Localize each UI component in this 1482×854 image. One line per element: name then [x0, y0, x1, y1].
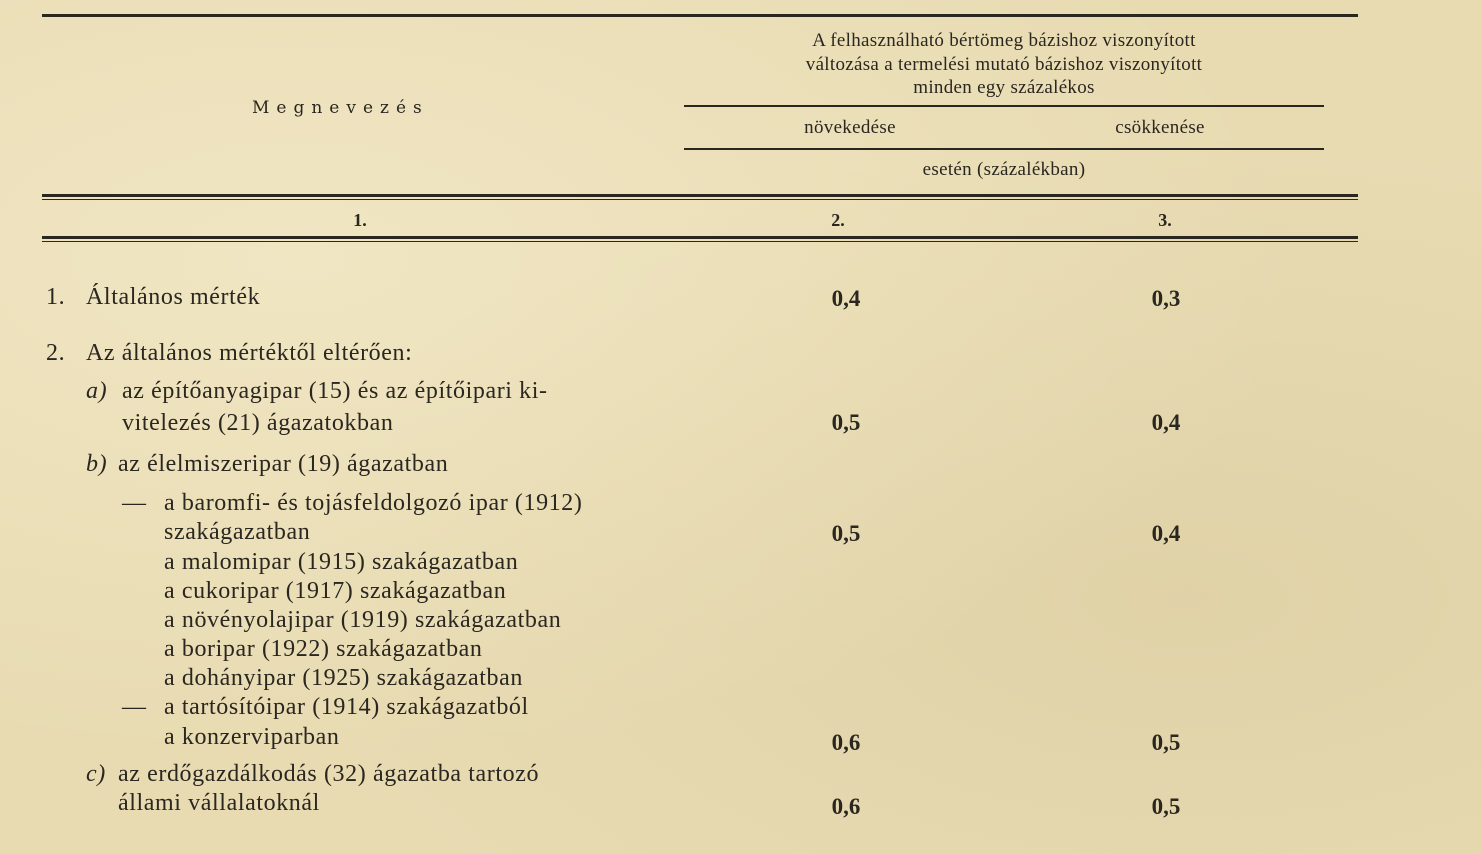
row-a-decrease: 0,4 [1151, 410, 1181, 435]
row-b2-line2: a konzerviparban [164, 724, 340, 750]
row-b1-line6: a boripar (1922) szakágazatban [164, 636, 483, 662]
row-a-marker: a) [86, 378, 108, 404]
top-rule [42, 14, 1358, 17]
header-title-line1: A felhasználható bértömeg bázishoz viszonyított [812, 30, 1196, 51]
row-c-marker: c) [86, 761, 106, 787]
row-b1-dash: — [122, 490, 147, 516]
header-title-line3: minden egy százalékos [913, 77, 1095, 98]
row-b1-increase: 0,5 [831, 521, 861, 546]
column-number-rule-b [42, 241, 1358, 242]
row-1-decrease: 0,3 [1151, 286, 1181, 311]
row-1-label: Általános mérték [86, 284, 261, 310]
row-b1-line4: a cukoripar (1917) szakágazatban [164, 578, 507, 604]
row-b2-decrease: 0,5 [1151, 730, 1181, 755]
row-a-line2: vitelezés (21) ágazatokban [122, 410, 394, 436]
row-b1-line7: a dohányipar (1925) szakágazatban [164, 665, 523, 691]
row-1-increase: 0,4 [831, 286, 861, 311]
header-rule-3 [42, 194, 1358, 197]
row-b-label: az élelmiszeripar (19) ágazatban [118, 451, 449, 477]
header-unit: esetén (százalékban) [922, 159, 1086, 180]
header-rule-2 [684, 148, 1324, 150]
row-c-line2: állami vállalatoknál [118, 790, 320, 816]
column-number-2: 2. [831, 210, 845, 230]
row-b2-dash: — [122, 694, 147, 720]
column-number-1: 1. [353, 210, 367, 230]
row-b1-decrease: 0,4 [1151, 521, 1181, 546]
header-megnevezes: Megnevezés [252, 98, 429, 118]
row-b-marker: b) [86, 451, 108, 477]
column-number-rule [42, 236, 1358, 239]
header-rule-1 [684, 105, 1324, 107]
row-c-decrease: 0,5 [1151, 794, 1181, 819]
row-c-increase: 0,6 [831, 794, 861, 819]
row-b1-line5: a növényolajipar (1919) szakágazatban [164, 607, 562, 633]
row-b1-line3: a malomipar (1915) szakágazatban [164, 549, 519, 575]
header-rule-3b [42, 199, 1358, 200]
row-a-line1: az építőanyagipar (15) és az építőipari ki- [122, 378, 548, 404]
row-2-label: Az általános mértéktől eltérően: [86, 340, 413, 366]
row-b1-line2: szakágazatban [164, 519, 311, 545]
row-b2-line1: a tartósítóipar (1914) szakágazatból [164, 694, 529, 720]
row-c-line1: az erdőgazdálkodás (32) ágazatba tartozó [118, 761, 540, 787]
header-col-decrease: csökkenése [1115, 117, 1205, 138]
header-col-increase: növekedése [804, 117, 896, 138]
header-title-line2: változása a termelési mutató bázishoz viszonyított [805, 54, 1203, 75]
row-b1-line1: a baromfi- és tojásfeldolgozó ipar (1912) [164, 490, 583, 516]
row-b2-increase: 0,6 [831, 730, 861, 755]
row-2-marker: 2. [46, 340, 66, 366]
row-a-increase: 0,5 [831, 410, 861, 435]
row-1-marker: 1. [46, 284, 66, 310]
column-number-3: 3. [1158, 210, 1172, 230]
